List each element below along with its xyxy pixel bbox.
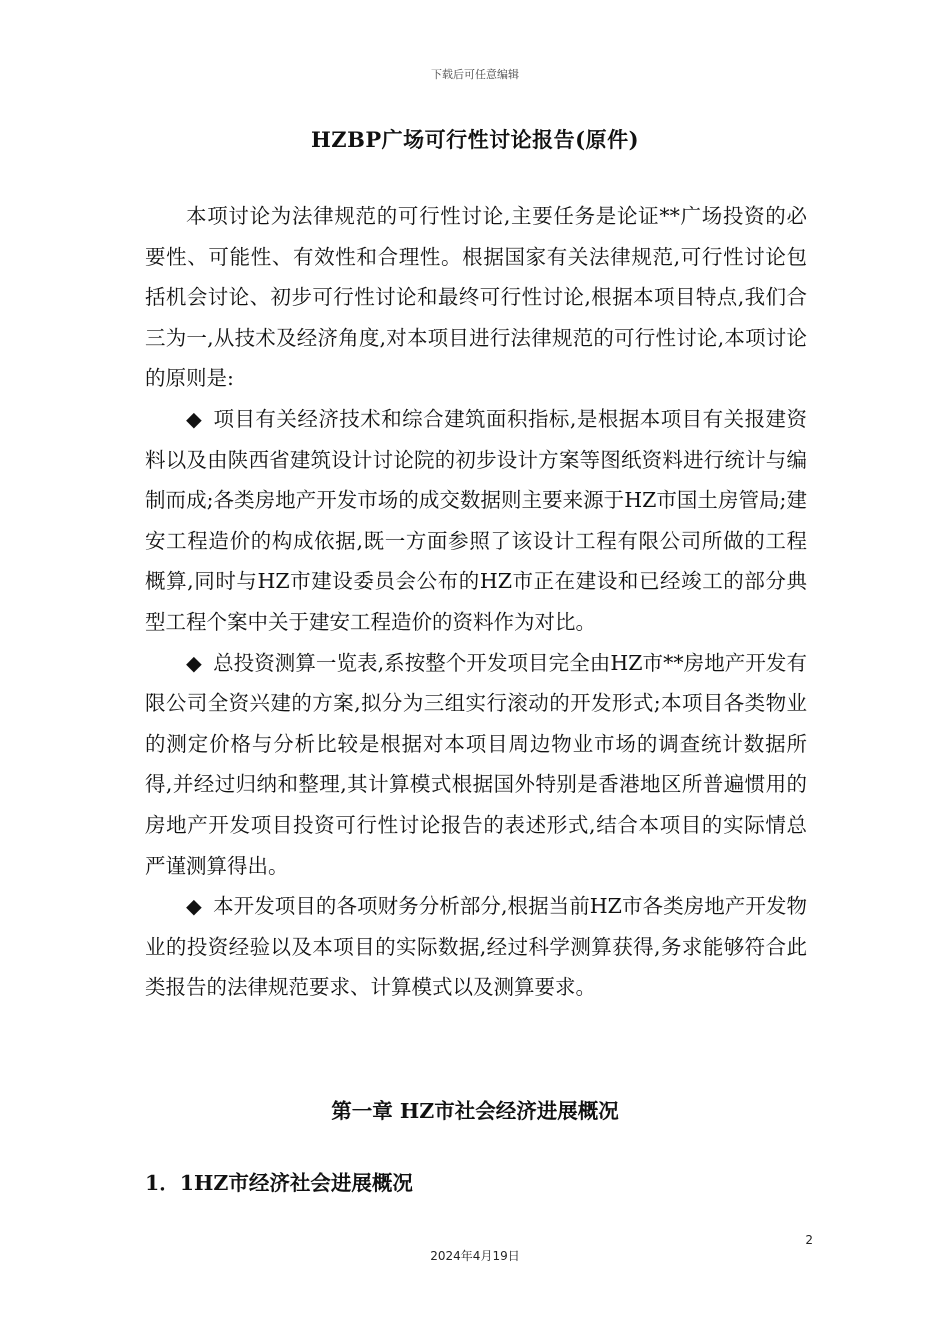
diamond-bullet-icon: ◆ [186, 406, 202, 431]
bullet-paragraph-text: 项目有关经济技术和综合建筑面积指标,是根据本项目有关报建资料以及由陕西省建筑设计讨论院的初步设计方案等图纸资料进行统计与编制而成;各类房地产开发市场的成交数据则主要来源于HZ市国土房管局;建安工程造价的构成依据,既一方面参照了该设计工程有限公司所做的工程概算,同时与HZ市建设委员会公布的HZ市正在建设和已经竣工的部分典型工程个案中关于建安工程造价的资料作为对比。 [145, 406, 807, 634]
section-heading: 1．1HZ市经济社会进展概况 [145, 1171, 413, 1195]
diamond-bullet-icon: ◆ [186, 894, 202, 919]
diamond-bullet-icon: ◆ [186, 650, 202, 675]
chapter-heading: 第一章 HZ市社会经济进展概况 [331, 1099, 619, 1123]
document-title: HZBP广场可行性讨论报告(原件) [310, 127, 640, 152]
bullet-paragraph [145, 643, 807, 887]
page-number: 2 [805, 1233, 813, 1247]
bullet-paragraph [145, 399, 807, 643]
bullet-paragraph-text: 总投资测算一览表,系按整个开发项目完全由HZ市**房地产开发有限公司全资兴建的方案,拟分为三组实行滚动的开发形式;本项目各类物业的测定价格与分析比较是根据对本项目周边物业市场的调查统计数据所得,并经过归纳和整理,其计算模式根据国外特别是香港地区所普遍惯用的房地产开发项目投资可行性讨论报告的表述形式,结合本项目的实际情总严谨测算得出。 [145, 650, 807, 878]
bullet-paragraph-text: 本开发项目的各项财务分析部分,根据当前HZ市各类房地产开发物业的投资经验以及本项目的实际数据,经过科学测算获得,务求能够符合此类报告的法律规范要求、计算模式以及测算要求。 [145, 894, 807, 1000]
document-body [145, 196, 807, 1008]
header-note: 下载后可任意编辑 [431, 68, 519, 81]
bullet-paragraph [145, 886, 807, 1008]
footer-date: 2024年4月19日 [430, 1249, 520, 1263]
intro-paragraph: 本项讨论为法律规范的可行性讨论,主要任务是论证**广场投资的必要性、可能性、有效性和合理性。根据国家有关法律规范,可行性讨论包括机会讨论、初步可行性讨论和最终可行性讨论,根据本项目特点,我们合三为一,从技术及经济角度,对本项目进行法律规范的可行性讨论,本项讨论的原则是: [145, 204, 807, 391]
